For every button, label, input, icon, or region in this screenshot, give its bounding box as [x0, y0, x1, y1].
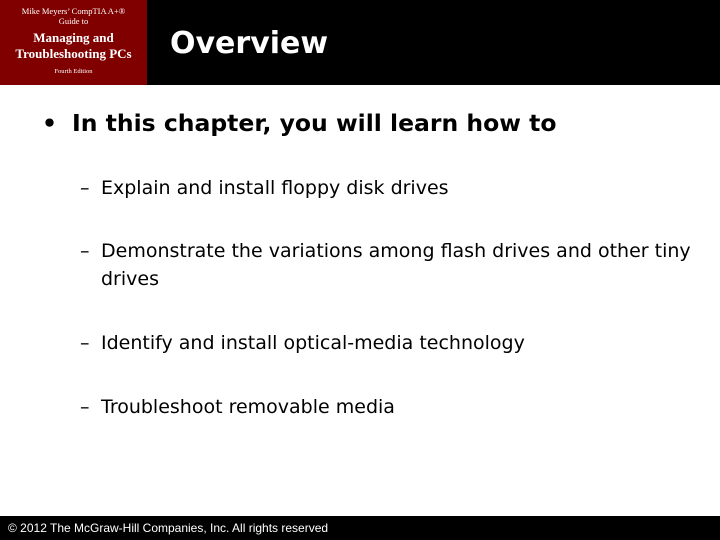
list-item-text: Explain and install floppy disk drives	[101, 177, 449, 199]
header-bar	[0, 0, 720, 85]
list-item	[80, 174, 700, 202]
list-item	[80, 329, 700, 357]
main-bullet	[42, 107, 557, 139]
list-item-text: Demonstrate the variations among flash drives and other tiny drives	[101, 240, 691, 290]
list-item	[80, 237, 700, 293]
brand-author-line: Mike Meyers’ CompTIA A+®	[21, 6, 126, 16]
list-item-text: Troubleshoot removable media	[101, 396, 395, 418]
dash-marker: –	[80, 396, 90, 418]
dash-marker: –	[80, 240, 90, 262]
brand-book-title	[0, 30, 147, 62]
brand-edition: Fourth Edition	[54, 68, 93, 75]
copyright-text: © 2012 The McGraw-Hill Companies, Inc. All rights reserved	[8, 521, 329, 535]
main-bullet-text: In this chapter, you will learn how to	[72, 109, 557, 137]
bullet-marker: •	[42, 109, 58, 137]
list-item-text: Identify and install optical-media technology	[101, 332, 525, 354]
brand-guide-line: Guide to	[58, 16, 89, 26]
list-item	[80, 393, 700, 421]
slide-title: Overview	[170, 26, 329, 61]
dash-marker: –	[80, 177, 90, 199]
brand-title-line1: Managing and	[33, 30, 114, 45]
footer-bar	[0, 516, 720, 540]
brand-title-line2: Troubleshooting PCs	[15, 46, 132, 61]
book-brand-box	[0, 0, 147, 85]
dash-marker: –	[80, 332, 90, 354]
